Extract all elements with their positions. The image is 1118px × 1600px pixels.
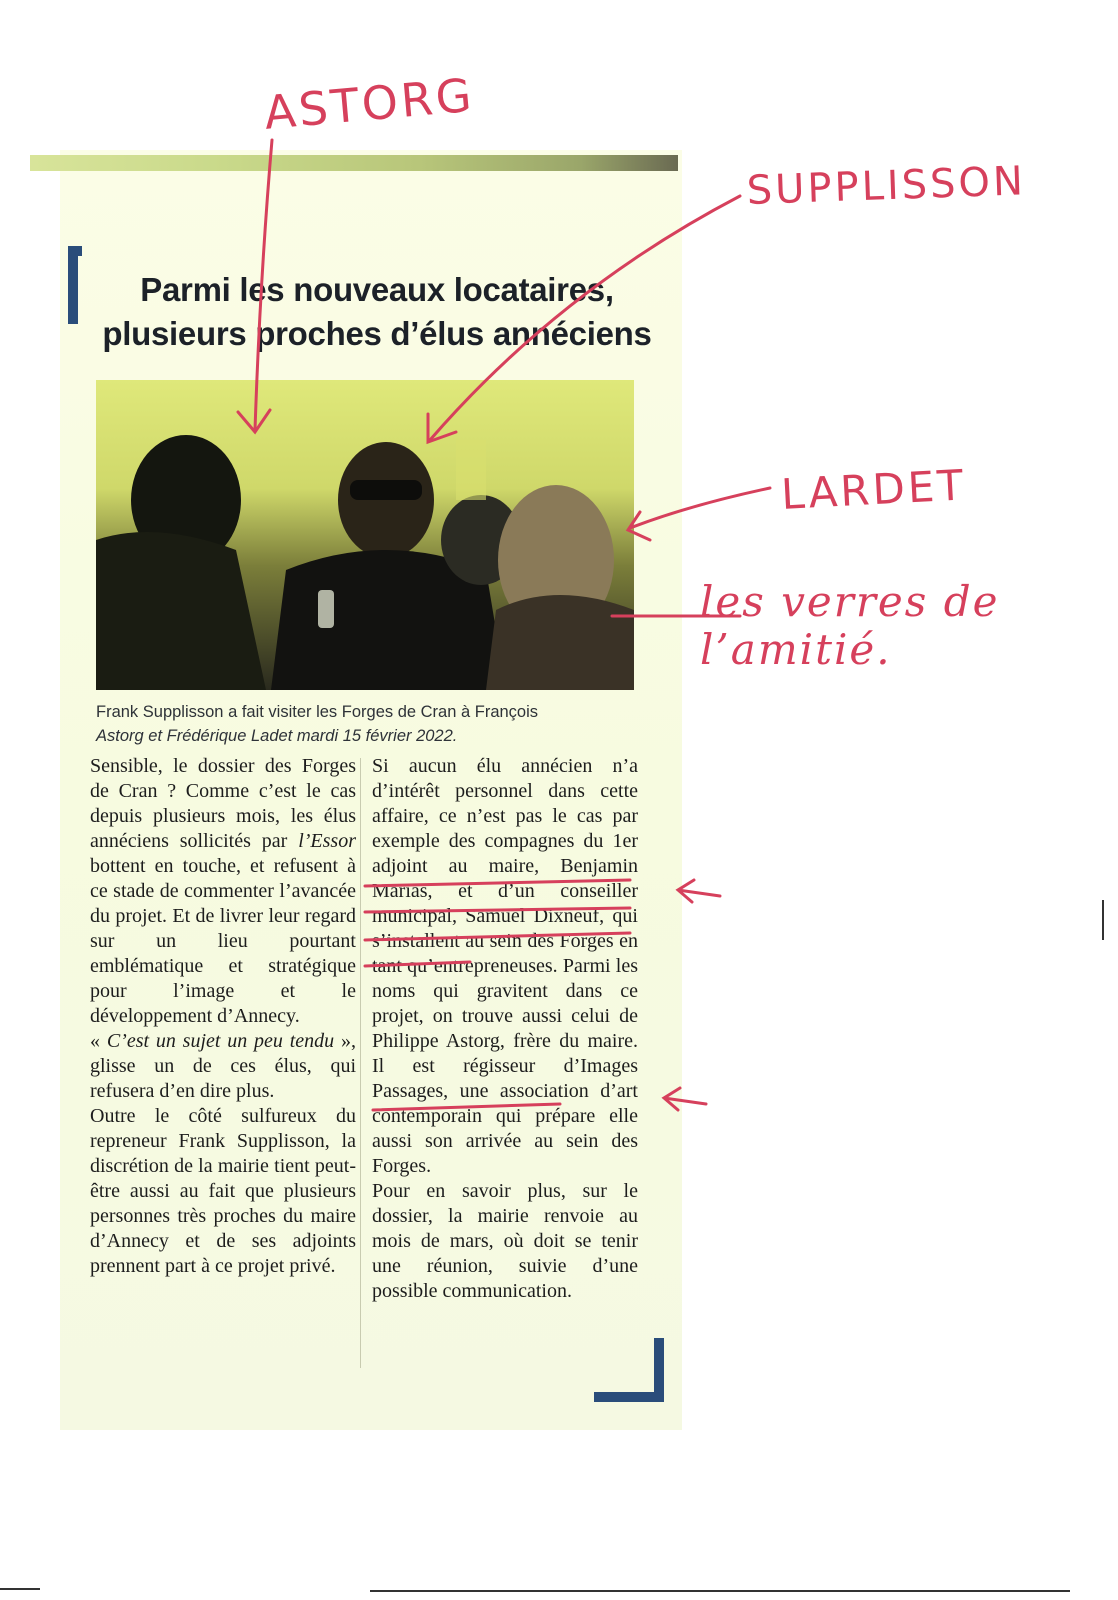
edge-mark-bottom bbox=[370, 1590, 1070, 1592]
essor-name: l’Essor bbox=[298, 830, 356, 852]
col1-p1-rest: bottent en touche, et refusent à ce stade de commenter l’avancée du projet. Et de livrer leur regard sur un lieu pourtant emblématique et stratégique pour l’image et le développement d’Annecy. bbox=[90, 855, 356, 1027]
photo-caption bbox=[96, 700, 636, 748]
edge-mark-bottom-left bbox=[0, 1588, 40, 1590]
clipping-top-band bbox=[30, 155, 678, 171]
col1-p2-rest: », glisse un de ces élus, qui refusera d’en dire plus. bbox=[90, 1030, 356, 1102]
side-arrow-1 bbox=[678, 880, 720, 902]
caption-text-1: Frank Supplisson a fait visiter les Forges de Cran à François bbox=[96, 703, 539, 721]
handwritten-supplisson: SUPPLISSON bbox=[746, 158, 1027, 214]
column-divider bbox=[360, 758, 361, 1368]
handwritten-verres: les verres de l’amitié. bbox=[700, 577, 1000, 674]
handwritten-astorg: ASTORG bbox=[262, 67, 477, 140]
article-headline bbox=[92, 268, 662, 356]
col1-paragraph-3: Outre le côté sulfureux du repreneur Frank Supplisson, la discrétion de la mairie tient peut-être aussi au fait que plusieurs personnes très proches du maire d’Annecy et de ses adjoints prennent part à ce projet privé. bbox=[90, 1105, 356, 1277]
quote-open: « bbox=[90, 1030, 107, 1052]
corner-bracket-top-left bbox=[68, 246, 82, 324]
col1-paragraph-1 bbox=[90, 754, 356, 1029]
handwritten-lardet: LARDET bbox=[780, 460, 968, 519]
article-photo bbox=[96, 380, 634, 690]
headline-line-2: plusieurs proches d’élus annéciens bbox=[102, 315, 652, 352]
photo-scene bbox=[96, 380, 634, 690]
quote-text: C’est un sujet un peu tendu bbox=[106, 1030, 335, 1052]
headline-line-1: Parmi les nouveaux locataires, bbox=[140, 271, 614, 308]
edge-mark-right bbox=[1102, 900, 1104, 940]
caption-text-2: Astorg et Frédérique Ladet mardi 15 février 2022. bbox=[96, 727, 458, 745]
article-column-2 bbox=[372, 754, 638, 1304]
corner-bracket-bottom-right bbox=[594, 1338, 664, 1402]
col1-p1-text: Sensible, le dossier des Forges de Cran ? Comme c’est le cas depuis plusieurs mois, les élus annéciens sollicités par bbox=[90, 755, 356, 852]
article-column-1 bbox=[90, 754, 356, 1279]
col2-paragraph-1: Si aucun élu annécien n’a d’intérêt personnel dans cette affaire, ce n’est pas le cas par exemple des compagnes du 1er adjoint au maire, Benjamin Marias, et d’un conseiller municipal, Samuel Dixneuf, qui s’installent au sein des Forges en tant qu’entrepreneuses. Parmi les noms qui gravitent dans ce projet, on trouve aussi celui de Philippe Astorg, frère du maire. Il est régisseur d’Images Passages, une association d’art contemporain qui prépare elle aussi son arrivée au sein des Forges. bbox=[372, 755, 638, 1177]
col1-paragraph-2 bbox=[90, 1029, 356, 1104]
col2-paragraph-2: Pour en savoir plus, sur le dossier, la mairie renvoie au mois de mars, où doit se tenir une réunion, suivie d’une possible communication. bbox=[372, 1180, 638, 1302]
